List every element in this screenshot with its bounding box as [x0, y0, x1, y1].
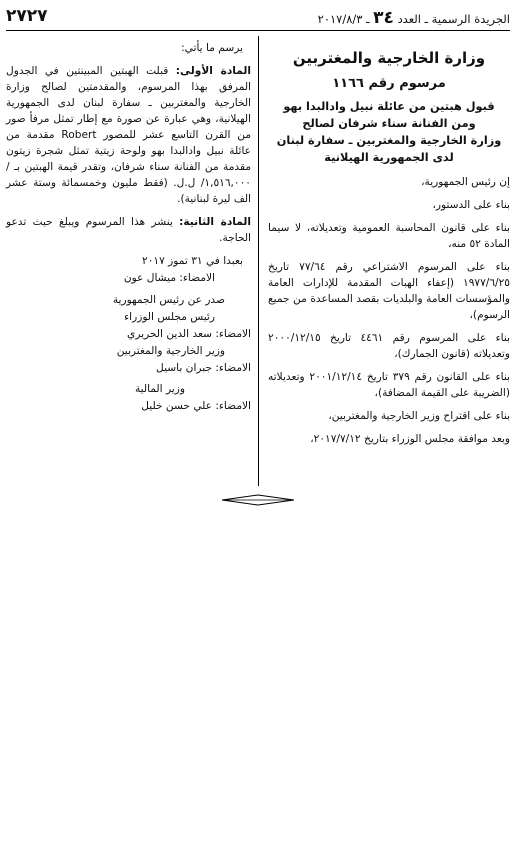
signature-place-date: بعبدا في ٣١ تموز ٢٠١٧ — [142, 255, 243, 267]
page-header — [6, 6, 510, 30]
issue-date: ـ ٢٠١٧/٨/٣ — [317, 12, 370, 26]
preamble-paragraph: بناء على اقتراح وزير الخارجية والمغتربين، — [328, 410, 510, 422]
signature-line: الامضاء: ميشال عون — [123, 272, 215, 284]
subject-line: ومن الفنانة سناء شرفان لصالح — [302, 117, 476, 130]
subject-line: وزارة الخارجية والمغتربين ـ سفارة لبنان — [276, 134, 502, 147]
ministry-title: وزارة الخارجية والمغتربين — [292, 49, 486, 67]
issue-number: ٣٤ — [373, 8, 394, 28]
preamble-paragraph: بناء على الدستور، — [432, 199, 510, 211]
article-1 — [6, 63, 251, 207]
running-header — [318, 8, 510, 28]
preamble-paragraph: وبعد موافقة مجلس الوزراء بتاريخ ٢٠١٧/٧/١٢، — [310, 433, 510, 445]
preamble-paragraph: بناء على القانون رقم ٣٧٩ تاريخ ٢٠٠١/١٢/١٤ وتعديلاته (الضريبة على القيمة المضافة)، — [268, 371, 510, 399]
decrees-intro: يرسم ما يأتي: — [181, 42, 243, 54]
article-1-text: قبلت الهبتين المبينتين في الجدول المرفق بهذا المرسوم، والمقدمتين لصالح وزارة الخارجية والمغتربين ـ سفارة لبنان لدى الجمهورية الهيلانية، وهي عبارة عن صورة مع إطار تمثل مرفأ صور من القرن التاسع عشر للمصور Robert مقدمة من عائلة نبيل وادالبدا بهو ولوحة زيتية تمثل شجرة زيتون مقدمة من الفنانة سناء شرفان، وتقدر قيمة الهبتين بـ /١,٥١٦,٠٠٠/ ل.ل. (فقط مليون وخمسمائة وستة عشر الف ليرة لبنانية). — [6, 65, 251, 205]
subject-line: لدى الجمهورية الهيلانية — [324, 151, 454, 164]
preamble-paragraph: بناء على المرسوم الاشتراعي رقم ٧٧/٦٤ تاريخ ١٩٧٧/٦/٢٥ (إعفاء الهبات المقدمة للإدارات العامة والمؤسسات العامة والبلديات بقصد المساعدة من جميع الرسوم)، — [268, 261, 510, 321]
decree-number: مرسوم رقم ١١٦٦ — [332, 76, 446, 91]
header-rule — [6, 30, 510, 31]
signature-line: صدر عن رئيس الجمهورية — [112, 294, 225, 306]
signature-line: الامضاء: علي حسن خليل — [141, 400, 251, 412]
signature-line: الامضاء: سعد الدين الحريري — [127, 328, 251, 340]
section-end-ornament — [222, 491, 294, 510]
signature-line: وزير الخارجية والمغتربين — [116, 345, 225, 357]
gazette-title: الجريدة الرسمية ـ العدد — [397, 12, 510, 26]
signature-block — [6, 253, 251, 415]
column-divider — [258, 36, 259, 486]
signature-line: الامضاء: جبران باسيل — [156, 362, 251, 374]
signature-line: رئيس مجلس الوزراء — [124, 311, 215, 323]
signature-line: وزير المالية — [134, 383, 185, 395]
article-2 — [6, 214, 251, 246]
article-2-label: المادة الثانية: — [179, 216, 251, 228]
page-number: ٢٧٢٧ — [6, 6, 48, 26]
preamble-paragraph: إن رئيس الجمهورية، — [421, 176, 510, 188]
right-column — [268, 40, 510, 454]
decree-subject — [268, 98, 510, 166]
preamble-paragraph: بناء على المرسوم رقم ٤٤٦١ تاريخ ٢٠٠٠/١٢/١٥ وتعديلاته (قانون الجمارك)، — [268, 332, 510, 360]
subject-line: قبول هبتين من عائلة نبيل وادالبدا بهو — [283, 100, 495, 113]
preamble-paragraph: بناء على قانون المحاسبة العمومية وتعديلاته، لا سيما المادة ٥٢ منه، — [268, 222, 510, 250]
article-1-label: المادة الأولى: — [175, 65, 251, 77]
article-2-text: ينشر هذا المرسوم ويبلغ حيث تدعو الحاجة. — [6, 216, 251, 244]
left-column — [6, 40, 251, 415]
